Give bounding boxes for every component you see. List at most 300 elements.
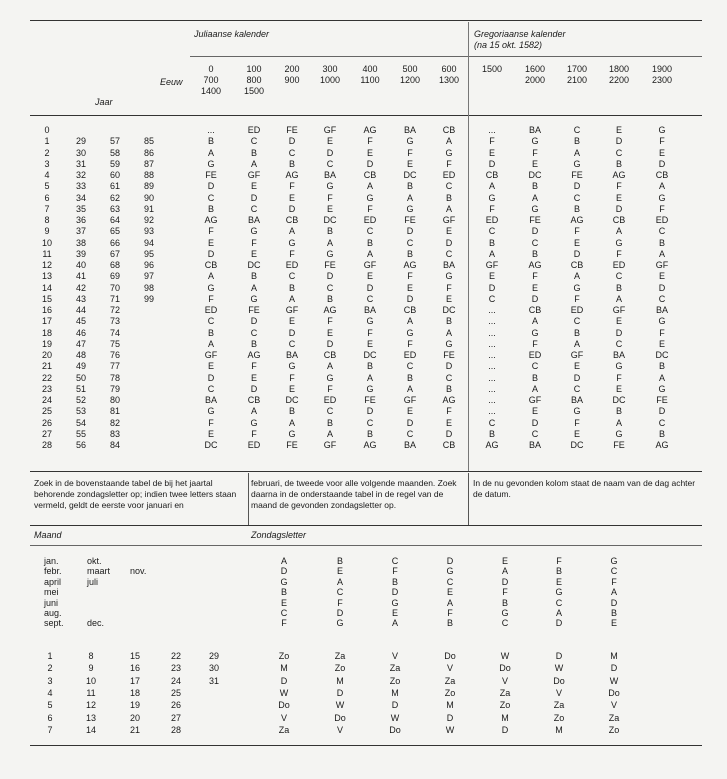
julian-letter-cell: F — [446, 406, 452, 416]
julian-century-header: 900 — [284, 75, 300, 85]
day-name-cell: V — [610, 700, 618, 710]
gregorian-letter-cell: C — [658, 294, 666, 304]
julian-letter-cell: E — [250, 373, 258, 383]
julian-letter-cell: B — [366, 238, 374, 248]
year-cell: 85 — [143, 136, 155, 146]
gregorian-letter-cell: C — [531, 429, 539, 439]
sunday-letter-cell: A — [610, 587, 618, 597]
julian-letter-cell: B — [445, 193, 453, 203]
gregorian-letter-cell: A — [531, 384, 539, 394]
gregorian-letter-cell: ... — [488, 395, 496, 405]
day-name-cell: V — [446, 663, 454, 673]
julian-letter-cell: B — [207, 136, 215, 146]
year-cell: 68 — [109, 260, 121, 270]
julian-letter-cell: CB — [323, 350, 337, 360]
sunday-letter-cell: A — [391, 618, 399, 628]
year-cell: 64 — [109, 215, 121, 225]
julian-letter-cell: F — [251, 238, 257, 248]
sunday-letter-cell: A — [280, 556, 288, 566]
year-cell: 61 — [109, 181, 121, 191]
julian-letter-cell: B — [250, 339, 258, 349]
julian-letter-cell: E — [445, 418, 453, 428]
year-cell: 4 — [44, 170, 50, 180]
day-name-cell: W — [390, 713, 400, 723]
date-cell: 30 — [208, 663, 220, 673]
year-cell: 99 — [143, 294, 155, 304]
julian-letter-cell: D — [207, 249, 215, 259]
julian-letter-cell: CB — [403, 305, 417, 315]
gregorian-letter-cell: C — [573, 193, 581, 203]
julian-letter-cell: B — [207, 204, 215, 214]
gregorian-letter-cell: G — [658, 316, 666, 326]
gregorian-letter-cell: ... — [488, 373, 496, 383]
year-cell: 37 — [75, 226, 87, 236]
julian-letter-cell: G — [406, 136, 414, 146]
gregorian-letter-cell: D — [658, 406, 666, 416]
julian-letter-cell: A — [445, 136, 453, 146]
gregorian-letter-cell: G — [531, 204, 539, 214]
day-name-cell: V — [391, 651, 399, 661]
julian-letter-cell: G — [288, 429, 296, 439]
gregorian-letter-cell: AG — [655, 440, 669, 450]
sunday-letter-cell: D — [391, 587, 399, 597]
julian-letter-cell: B — [250, 148, 258, 158]
julian-letter-cell: D — [250, 316, 258, 326]
julian-letter-cell: E — [326, 204, 334, 214]
julian-letter-cell: BA — [442, 260, 456, 270]
gregorian-letter-cell: D — [615, 328, 623, 338]
julian-letter-cell: C — [406, 361, 414, 371]
gregorian-letter-cell: E — [573, 238, 581, 248]
julian-letter-cell: G — [445, 148, 453, 158]
gregorian-letter-cell: G — [615, 361, 623, 371]
instruction-right: In de nu gevonden kolom staat de naam van de dag achter de datum. — [473, 478, 696, 499]
day-name-cell: V — [336, 725, 344, 735]
gregorian-letter-cell: C — [488, 226, 496, 236]
year-cell: 71 — [109, 294, 121, 304]
gregorian-letter-cell: CB — [485, 170, 499, 180]
day-name-cell: Do — [334, 713, 346, 723]
gregorian-letter-cell: C — [658, 418, 666, 428]
gregorian-century-header: 1600 — [524, 64, 546, 74]
date-cell: 5 — [47, 700, 53, 710]
gregorian-letter-cell: D — [658, 283, 666, 293]
julian-letter-cell: F — [208, 294, 214, 304]
julian-letter-cell: A — [326, 238, 334, 248]
date-cell: 20 — [129, 713, 141, 723]
gregorian-century-header: 2300 — [651, 75, 673, 85]
gregorian-letter-cell: B — [531, 181, 539, 191]
year-cell: 45 — [75, 316, 87, 326]
julian-letter-cell: B — [207, 328, 215, 338]
year-cell: 73 — [109, 316, 121, 326]
julian-letter-cell: FE — [443, 350, 455, 360]
gregorian-letter-cell: FE — [529, 215, 541, 225]
sunday-letter-cell: F — [556, 556, 562, 566]
gregorian-letter-cell: AG — [570, 215, 584, 225]
year-cell: 79 — [109, 384, 121, 394]
julian-letter-cell: D — [366, 406, 374, 416]
julian-letter-cell: D — [207, 181, 215, 191]
julian-letter-cell: D — [406, 294, 414, 304]
gregorian-letter-cell: B — [658, 429, 666, 439]
julian-letter-cell: GF — [363, 260, 377, 270]
year-cell: 31 — [75, 159, 87, 169]
year-cell: 6 — [44, 193, 50, 203]
julian-letter-cell: AG — [247, 350, 261, 360]
year-cell: 33 — [75, 181, 87, 191]
date-cell: 26 — [170, 700, 182, 710]
sunday-letter-cell: E — [336, 566, 344, 576]
year-cell: 65 — [109, 226, 121, 236]
gregorian-letter-cell: C — [615, 339, 623, 349]
gregorian-letter-cell: D — [488, 283, 496, 293]
gregorian-letter-cell: DC — [570, 440, 584, 450]
julian-century-header: 1500 — [243, 86, 265, 96]
sunday-letter-cell: D — [446, 556, 454, 566]
gregorian-letter-cell: C — [573, 316, 581, 326]
julian-letter-cell: DC — [442, 305, 456, 315]
julian-letter-cell: G — [366, 193, 374, 203]
year-cell: 82 — [109, 418, 121, 428]
gregorian-letter-cell: E — [488, 271, 496, 281]
gregorian-letter-cell: G — [658, 384, 666, 394]
gregorian-letter-cell: F — [532, 148, 538, 158]
julian-letter-cell: C — [366, 226, 374, 236]
gregorian-letter-cell: E — [531, 283, 539, 293]
table-header-rule — [30, 115, 702, 116]
gregorian-letter-cell: ED — [612, 260, 626, 270]
date-cell: 9 — [88, 663, 94, 673]
instructions-divider-1 — [248, 473, 249, 525]
date-cell: 23 — [170, 663, 182, 673]
day-name-cell: Zo — [499, 700, 511, 710]
gregorian-letter-cell: B — [658, 361, 666, 371]
julian-letter-cell: E — [366, 271, 374, 281]
julian-letter-cell: C — [445, 373, 453, 383]
julian-letter-cell: D — [207, 373, 215, 383]
date-cell: 8 — [88, 651, 94, 661]
julian-letter-cell: G — [207, 406, 215, 416]
gregorian-letter-cell: B — [615, 283, 623, 293]
julian-letter-cell: FE — [324, 260, 336, 270]
gregorian-letter-cell: A — [488, 181, 496, 191]
year-cell: 62 — [109, 193, 121, 203]
day-name-cell: D — [280, 676, 288, 686]
gregorian-letter-cell: G — [658, 125, 666, 135]
year-cell: 43 — [75, 294, 87, 304]
date-cell: 21 — [129, 725, 141, 735]
date-cell: 25 — [170, 688, 182, 698]
julian-letter-cell: A — [366, 181, 374, 191]
year-cell: 19 — [41, 339, 53, 349]
year-cell: 95 — [143, 249, 155, 259]
century-label: Eeuw — [160, 77, 183, 87]
julian-letter-cell: D — [326, 148, 334, 158]
gregorian-letter-cell: G — [531, 328, 539, 338]
julian-letter-cell: F — [289, 373, 295, 383]
julian-letter-cell: E — [207, 429, 215, 439]
julian-letter-cell: DC — [323, 215, 337, 225]
sunday-letter-cell: D — [610, 598, 618, 608]
year-cell: 55 — [75, 429, 87, 439]
year-cell: 5 — [44, 181, 50, 191]
gregorian-letter-cell: GF — [485, 260, 499, 270]
julian-letter-cell: G — [207, 159, 215, 169]
julian-letter-cell: E — [288, 384, 296, 394]
gregorian-letter-cell: BA — [528, 440, 542, 450]
lower-header-rule — [30, 545, 702, 546]
instruction-middle: februari, de tweede voor alle volgende maanden. Zoek daarna in de onderstaande tabel in de regel van de maand de gevonden zondagsletter op. — [251, 478, 457, 510]
sunday-letter-cell: D — [280, 566, 288, 576]
julian-letter-cell: A — [250, 159, 258, 169]
julian-letter-cell: A — [366, 249, 374, 259]
year-cell: 67 — [109, 249, 121, 259]
julian-letter-cell: E — [445, 226, 453, 236]
gregorian-letter-cell: E — [615, 316, 623, 326]
year-cell: 9 — [44, 226, 50, 236]
sunday-letter-cell: B — [610, 608, 618, 618]
julian-letter-cell: G — [326, 249, 334, 259]
sunday-letter-cell: A — [555, 608, 563, 618]
day-name-cell: D — [610, 663, 618, 673]
julian-letter-cell: G — [366, 384, 374, 394]
gregorian-letter-cell: G — [658, 193, 666, 203]
month-name: okt. — [87, 556, 102, 566]
year-cell: 11 — [42, 249, 52, 259]
gregorian-letter-cell: AG — [612, 170, 626, 180]
julian-letter-cell: BA — [204, 395, 218, 405]
gregorian-letter-cell: BA — [612, 350, 626, 360]
julian-letter-cell: B — [326, 418, 334, 428]
julian-letter-cell: GF — [403, 395, 417, 405]
julian-letter-cell: F — [407, 271, 413, 281]
year-cell: 22 — [41, 373, 53, 383]
julian-letter-cell: FE — [404, 215, 416, 225]
julian-letter-cell: ED — [363, 215, 377, 225]
sunday-letter-cell: A — [501, 566, 509, 576]
day-name-cell: D — [501, 725, 509, 735]
gregorian-letter-cell: ... — [488, 406, 496, 416]
year-cell: 94 — [143, 238, 155, 248]
gregorian-letter-cell: GF — [570, 350, 584, 360]
gregorian-letter-cell: D — [531, 294, 539, 304]
sunday-letter-cell: G — [280, 577, 288, 587]
julian-century-header: 1000 — [319, 75, 341, 85]
sunday-letter-cell: F — [281, 618, 287, 628]
julian-letter-cell: A — [250, 406, 258, 416]
gregorian-calendar-title: Gregoriaanse kalender — [474, 29, 566, 39]
julian-letter-cell: F — [327, 193, 333, 203]
sunday-letter-cell: C — [555, 598, 563, 608]
julian-letter-cell: DC — [204, 440, 218, 450]
gregorian-letter-cell: GF — [528, 395, 542, 405]
gregorian-letter-cell: B — [658, 238, 666, 248]
julian-letter-cell: F — [446, 283, 452, 293]
gregorian-letter-cell: A — [658, 181, 666, 191]
julian-letter-cell: D — [288, 136, 296, 146]
day-name-cell: W — [445, 725, 455, 735]
julian-letter-cell: ED — [442, 170, 456, 180]
gregorian-calendar-subtitle: (na 15 okt. 1582) — [474, 40, 543, 50]
gregorian-letter-cell: A — [615, 418, 623, 428]
instructions-rule — [30, 525, 702, 526]
sunday-letter-cell: E — [280, 598, 288, 608]
julian-letter-cell: GF — [285, 305, 299, 315]
julian-letter-cell: G — [326, 181, 334, 191]
year-cell: 74 — [109, 328, 121, 338]
date-cell: 24 — [170, 676, 182, 686]
julian-letter-cell: F — [208, 418, 214, 428]
gregorian-letter-cell: FE — [613, 440, 625, 450]
julian-letter-cell: B — [366, 361, 374, 371]
month-label: Maand — [34, 530, 62, 540]
gregorian-letter-cell: BA — [528, 125, 542, 135]
julian-letter-cell: F — [327, 316, 333, 326]
julian-letter-cell: CB — [247, 395, 261, 405]
gregorian-letter-cell: ... — [488, 339, 496, 349]
sunday-letter-cell: G — [336, 618, 344, 628]
julian-letter-cell: BA — [403, 125, 417, 135]
gregorian-letter-cell: G — [531, 136, 539, 146]
gregorian-letter-cell: CB — [528, 305, 542, 315]
day-name-cell: Za — [389, 663, 401, 673]
julian-letter-cell: C — [406, 429, 414, 439]
instruction-left: Zoek in de bovenstaande tabel de bij het jaartal behorende zondagsletter op; indien twee letters staan vermeld, geldt de eerste voor januari en — [34, 478, 237, 510]
gregorian-letter-cell: B — [573, 204, 581, 214]
year-cell: 49 — [75, 361, 87, 371]
gregorian-letter-cell: D — [488, 159, 496, 169]
gregorian-letter-cell: F — [659, 204, 665, 214]
gregorian-letter-cell: D — [573, 373, 581, 383]
gregorian-letter-cell: F — [574, 418, 580, 428]
day-name-cell: Zo — [334, 663, 346, 673]
julian-letter-cell: C — [326, 283, 334, 293]
sunday-letter-cell: G — [555, 587, 563, 597]
gregorian-letter-cell: ... — [488, 350, 496, 360]
julian-letter-cell: B — [406, 249, 414, 259]
year-cell: 93 — [143, 226, 155, 236]
day-name-cell: M — [280, 663, 288, 673]
year-cell: 20 — [41, 350, 53, 360]
julian-letter-cell: GF — [323, 125, 337, 135]
year-cell: 12 — [41, 260, 53, 270]
day-name-cell: Za — [334, 651, 346, 661]
day-name-cell: V — [280, 713, 288, 723]
julian-letter-cell: A — [207, 148, 215, 158]
sunday-letter-cell: F — [392, 566, 398, 576]
month-name: sept. — [44, 618, 64, 628]
gregorian-letter-cell: B — [531, 249, 539, 259]
day-name-cell: Zo — [278, 651, 290, 661]
day-name-cell: M — [391, 688, 399, 698]
gregorian-letter-cell: E — [531, 406, 539, 416]
day-name-cell: Zo — [608, 725, 620, 735]
julian-letter-cell: C — [288, 148, 296, 158]
julian-letter-cell: E — [406, 406, 414, 416]
julian-letter-cell: D — [288, 204, 296, 214]
gregorian-letter-cell: D — [573, 249, 581, 259]
julian-century-header: 1200 — [399, 75, 421, 85]
sunday-letter-cell: D — [336, 608, 344, 618]
julian-letter-cell: F — [446, 159, 452, 169]
julian-letter-cell: F — [289, 249, 295, 259]
year-cell: 51 — [75, 384, 87, 394]
julian-letter-cell: GF — [442, 215, 456, 225]
julian-letter-cell: E — [445, 294, 453, 304]
julian-letter-cell: E — [207, 361, 215, 371]
gregorian-letter-cell: D — [658, 159, 666, 169]
julian-letter-cell: F — [367, 204, 373, 214]
year-cell: 23 — [41, 384, 53, 394]
sunday-letter-cell: B — [280, 587, 288, 597]
sunday-letter-cell: F — [447, 608, 453, 618]
julian-letter-cell: A — [406, 384, 414, 394]
year-cell: 58 — [109, 148, 121, 158]
julian-letter-cell: B — [250, 271, 258, 281]
year-cell: 46 — [75, 328, 87, 338]
julian-letter-cell: G — [250, 294, 258, 304]
month-name: juni — [44, 598, 59, 608]
year-label: Jaar — [95, 97, 113, 107]
day-name-cell: Za — [608, 713, 620, 723]
year-cell: 35 — [75, 204, 87, 214]
gregorian-letter-cell: A — [615, 226, 623, 236]
year-cell: 92 — [143, 215, 155, 225]
julian-letter-cell: C — [326, 406, 334, 416]
gregorian-letter-cell: ... — [488, 125, 496, 135]
gregorian-letter-cell: GF — [655, 260, 669, 270]
year-cell: 44 — [75, 305, 87, 315]
julian-letter-cell: D — [406, 418, 414, 428]
day-name-cell: V — [501, 676, 509, 686]
sunday-letter-cell: E — [501, 556, 509, 566]
gregorian-letter-cell: F — [489, 136, 495, 146]
gregorian-letter-cell: G — [573, 159, 581, 169]
julian-letter-cell: C — [250, 136, 258, 146]
year-cell: 10 — [41, 238, 53, 248]
julian-letter-cell: A — [250, 283, 258, 293]
month-name: nov. — [130, 566, 147, 576]
julian-letter-cell: GF — [247, 170, 261, 180]
gregorian-letter-cell: F — [616, 249, 622, 259]
day-name-cell: M — [501, 713, 509, 723]
gregorian-letter-cell: FE — [571, 170, 583, 180]
year-cell: 26 — [41, 418, 53, 428]
julian-century-header: 0 — [208, 64, 214, 74]
year-cell: 8 — [44, 215, 50, 225]
instructions-divider-2 — [468, 473, 469, 525]
gregorian-letter-cell: DC — [528, 170, 542, 180]
julian-letter-cell: C — [250, 204, 258, 214]
julian-letter-cell: G — [326, 373, 334, 383]
julian-letter-cell: E — [288, 193, 296, 203]
gregorian-letter-cell: F — [574, 226, 580, 236]
date-cell: 11 — [86, 688, 96, 698]
day-name-cell: M — [446, 700, 454, 710]
year-cell: 47 — [75, 339, 87, 349]
year-cell: 70 — [109, 283, 121, 293]
sunday-letter-cell: E — [610, 618, 618, 628]
julian-letter-cell: D — [250, 384, 258, 394]
day-name-cell: W — [335, 700, 345, 710]
year-cell: 38 — [75, 238, 87, 248]
julian-letter-cell: ED — [285, 260, 299, 270]
gregorian-letter-cell: BA — [655, 305, 669, 315]
year-cell: 54 — [75, 418, 87, 428]
year-cell: 50 — [75, 373, 87, 383]
julian-century-header: 500 — [402, 64, 418, 74]
